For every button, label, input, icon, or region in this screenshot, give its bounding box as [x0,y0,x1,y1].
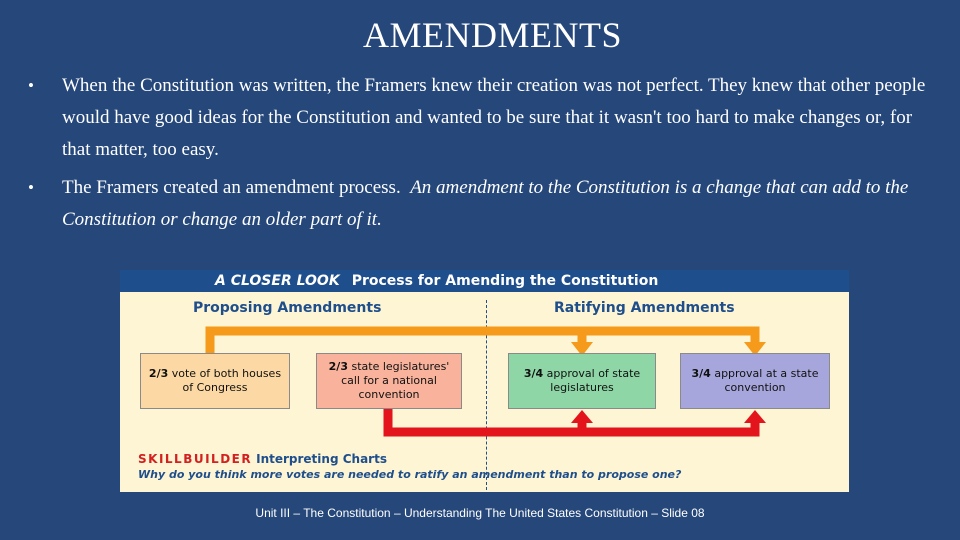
bullet-text: When the Constitution was written, the Framers knew their creation was not perfect. They knew that other people would have good ideas for the Constitution and wanted to be sure that it wasn't too hard to make changes or, for that matter, too easy. [62,75,926,160]
box-state-convention-text: 3/4 approval at a state convention [691,367,819,394]
figure-header-label: A CLOSER LOOK [215,273,340,289]
bullet-item [28,70,938,166]
box-congress-vote [140,353,290,409]
red-arrowhead-convention [744,410,766,423]
skillbuilder-heading [138,452,387,466]
ratifying-heading: Ratifying Amendments [554,300,735,316]
slide-footer: Unit III – The Constitution – Understanding The United States Constitution – Slide 08 [255,506,705,520]
figure-header-title: Process for Amending the Constitution [351,273,659,289]
bullet-marker: • [28,178,34,197]
skillbuilder-label: SKILLBUILDER [138,452,253,466]
bullet-text: The Framers created an amendment process. [62,177,411,198]
bullet-item [28,172,938,236]
skillbuilder-title: Interpreting Charts [256,452,387,466]
proposing-heading: Proposing Amendments [193,300,382,316]
bullet-italic-definition: An amendment to the Constitution is a change that can add to the Constitution or change an older part of it. [62,177,909,230]
box-state-legislatures [508,353,656,409]
box-legislatures-text: 3/4 approval of state legislatures [523,367,641,394]
bullet-text-wrapper [62,172,938,236]
bullet-list [28,70,938,242]
amendment-process-figure [120,270,849,492]
box-state-convention [680,353,830,409]
red-arrowhead-legislatures [571,410,593,423]
box-national-convention [316,353,462,409]
skillbuilder-question: Why do you think more votes are needed to ratify an amendment than to propose one? [138,468,682,481]
slide-title: AMENDMENTS [362,15,622,55]
red-arrow-path [388,409,755,432]
bullet-marker: • [28,76,34,95]
box-congress-text: 2/3 vote of both houses of Congress [148,367,282,394]
box-convention-text: 2/3 state legislatures' call for a national convention [328,360,450,401]
orange-arrow-path [210,331,755,354]
